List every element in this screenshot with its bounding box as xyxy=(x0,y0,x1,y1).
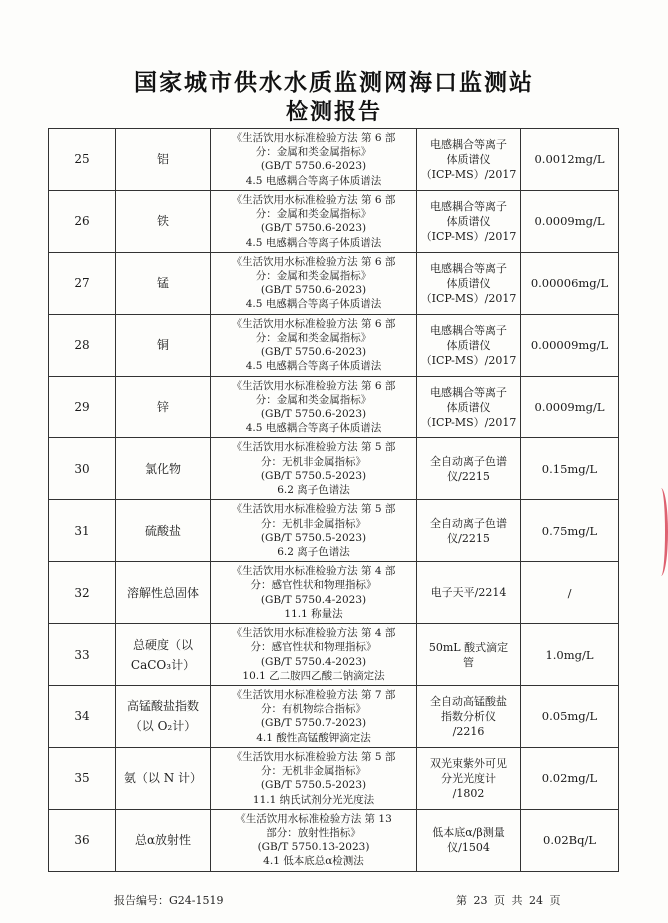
row-number: 25 xyxy=(49,129,116,191)
detection-limit: 0.00006mg/L xyxy=(521,252,619,314)
test-method-line: (GB/T 5750.5-2023) xyxy=(260,469,367,482)
test-method-line: (GB/T 5750.6-2023) xyxy=(260,408,367,420)
instrument xyxy=(417,252,521,314)
instrument-line: 全自动离子色谱 xyxy=(430,454,507,468)
detection-limit: 0.0012mg/L xyxy=(521,129,619,191)
table-row xyxy=(49,129,619,191)
test-method xyxy=(211,562,417,624)
report-org-title: 国家城市供水水质监测网海口监测站 xyxy=(134,69,534,96)
test-method-line: 分：金属和类金属指标》 xyxy=(255,208,372,221)
instrument-line: 电感耦合等离子 xyxy=(430,323,507,337)
test-method-line: 4.5 电感耦合等离子体质谱法 xyxy=(245,422,382,435)
table-row xyxy=(49,252,619,314)
instrument-line: 仪/2215 xyxy=(447,531,490,545)
test-method-line: 部分：放射性指标》 xyxy=(266,827,361,840)
instrument xyxy=(417,809,521,871)
detection-limit: 0.0009mg/L xyxy=(521,190,619,252)
test-method-line: 《生活饮用水标准检验方法 第 4 部 xyxy=(231,565,396,578)
test-item-line: 铁 xyxy=(156,214,169,229)
test-method xyxy=(211,190,417,252)
page-indicator: 第 23 页 共 24 页 xyxy=(456,894,561,907)
instrument-line: （ICP-MS）/2017 xyxy=(420,167,517,181)
row-number: 32 xyxy=(49,562,116,624)
test-item-line: 高锰酸盐指数 xyxy=(126,699,199,714)
test-method-line: 4.1 低本底总α检测法 xyxy=(263,855,364,868)
instrument-line: 管 xyxy=(463,655,474,669)
test-method-line: 分：无机非金属指标》 xyxy=(261,765,366,778)
row-number: 29 xyxy=(49,376,116,438)
detection-limit: 0.05mg/L xyxy=(521,686,619,748)
table-row xyxy=(49,314,619,376)
test-item xyxy=(116,809,211,871)
test-method-line: (GB/T 5750.6-2023) xyxy=(260,346,367,359)
test-method xyxy=(211,314,417,376)
table-row xyxy=(49,747,619,809)
test-method xyxy=(211,686,417,748)
test-item-line: 氯化物 xyxy=(144,461,181,476)
instrument xyxy=(417,500,521,562)
test-item xyxy=(116,624,211,686)
test-method-line: 《生活饮用水标准检验方法 第 4 部 xyxy=(231,627,396,640)
test-method-line: 分：有机物综合指标》 xyxy=(261,703,366,716)
row-number: 30 xyxy=(49,438,116,500)
row-number: 31 xyxy=(49,500,116,562)
instrument-line: （ICP-MS）/2017 xyxy=(420,291,517,305)
detection-limit: 0.15mg/L xyxy=(521,438,619,500)
instrument-line: 电感耦合等离子 xyxy=(430,199,507,213)
instrument-line: 全自动高锰酸盐 xyxy=(430,694,507,708)
test-item xyxy=(116,747,211,809)
row-number: 28 xyxy=(49,314,116,376)
test-method xyxy=(211,376,417,438)
report-title: 检测报告 xyxy=(285,99,382,125)
instrument-line: 仪/1504 xyxy=(447,841,490,855)
test-method-line: 4.5 电感耦合等离子体质谱法 xyxy=(245,236,382,249)
detection-limit: 0.02mg/L xyxy=(521,747,619,809)
test-method-line: 4.5 电感耦合等离子体质谱法 xyxy=(245,360,382,373)
test-method-line: 4.5 电感耦合等离子体质谱法 xyxy=(245,298,382,311)
table-row xyxy=(49,190,619,252)
test-method-line: (GB/T 5750.6-2023) xyxy=(260,160,367,173)
detection-limit: 1.0mg/L xyxy=(521,624,619,686)
instrument-line: 体质谱仪 xyxy=(446,400,491,414)
instrument-line: 低本底α/β测量 xyxy=(432,826,505,840)
test-item-line: 总硬度 xyxy=(132,637,169,652)
row-number: 35 xyxy=(49,747,116,809)
detection-limit: 0.00009mg/L xyxy=(521,314,619,376)
test-results-table xyxy=(48,128,619,872)
test-item-line: 氨（以 N 计） xyxy=(123,771,203,786)
instrument-line: （ICP-MS）/2017 xyxy=(420,415,517,429)
test-item-line: 溶解性总固体 xyxy=(126,585,199,600)
instrument-line: 全自动离子色谱 xyxy=(430,516,507,530)
test-item xyxy=(116,686,211,748)
test-method xyxy=(211,624,417,686)
instrument-line: 体质谱仪 xyxy=(446,214,491,228)
test-method-line: 6.2 离子色谱法 xyxy=(277,545,350,558)
test-item xyxy=(116,252,211,314)
red-seal-edge xyxy=(654,488,668,576)
test-method-line: (GB/T 5750.4-2023) xyxy=(260,655,367,668)
test-method-line: 11.1 称量法 xyxy=(284,607,343,620)
test-method-line: 分：无机非金属指标》 xyxy=(261,517,366,530)
test-method-line: (GB/T 5750.6-2023) xyxy=(260,222,367,235)
row-number: 34 xyxy=(49,686,116,748)
test-method xyxy=(211,438,417,500)
instrument-line: 电感耦合等离子 xyxy=(430,261,507,275)
instrument-line: 体质谱仪 xyxy=(446,276,491,290)
test-item xyxy=(116,376,211,438)
table-row xyxy=(49,438,619,500)
instrument-line: 电感耦合等离子 xyxy=(430,137,507,151)
test-method-line: 《生活饮用水标准检验方法 第 6 部 xyxy=(231,132,396,145)
test-method-line: 分：无机非金属指标》 xyxy=(261,455,366,468)
instrument-line: 指数分析仪 xyxy=(441,709,496,723)
table-row xyxy=(49,376,619,438)
test-item xyxy=(116,500,211,562)
test-method-line: 分：金属和类金属指标》 xyxy=(255,331,372,344)
instrument xyxy=(417,129,521,191)
detection-limit: / xyxy=(521,562,619,624)
instrument-line: 体质谱仪 xyxy=(446,338,491,352)
test-method-line: 《生活饮用水标准检验方法 第 6 部 xyxy=(231,193,396,206)
instrument xyxy=(417,624,521,686)
table-row xyxy=(49,686,619,748)
test-item xyxy=(116,562,211,624)
instrument-line: /1802 xyxy=(452,786,485,800)
test-method xyxy=(211,252,417,314)
test-method-line: 《生活饮用水标准检验方法 第 5 部 xyxy=(231,441,396,454)
test-method-line: 《生活饮用水标准检验方法 第 5 部 xyxy=(231,750,396,763)
test-method-line: 《生活饮用水标准检验方法 第 6 部 xyxy=(231,379,396,392)
test-method-line: 分：金属和类金属指标》 xyxy=(255,270,372,283)
instrument xyxy=(417,562,521,624)
test-method-line: 4.5 电感耦合等离子体质谱法 xyxy=(245,174,382,187)
test-item-line: 锌 xyxy=(156,400,169,414)
instrument-line: /2216 xyxy=(452,724,485,738)
report-number: 报告编号：G24-1519 xyxy=(114,894,224,907)
instrument xyxy=(417,376,521,438)
instrument xyxy=(417,438,521,500)
table-row xyxy=(49,500,619,562)
test-method-line: 《生活饮用水标准检验方法 第 6 部 xyxy=(231,317,396,330)
test-method-line: 6.2 离子色谱法 xyxy=(277,484,350,497)
test-method-line: 分：感官性状和物理指标》 xyxy=(250,579,377,592)
test-item xyxy=(116,190,211,252)
test-method-line: 10.1 乙二胺四乙酸二钠滴定法 xyxy=(242,669,385,682)
test-method-line: 分：感官性状和物理指标》 xyxy=(250,641,377,654)
test-method-line: 分：金属和类金属指标》 xyxy=(255,393,372,406)
instrument-line: 分光光度计 xyxy=(441,771,496,785)
test-method-line: (GB/T 5750.5-2023) xyxy=(260,531,367,544)
test-method xyxy=(211,747,417,809)
instrument xyxy=(417,314,521,376)
row-number: 27 xyxy=(49,252,116,314)
detection-limit: 0.75mg/L xyxy=(521,500,619,562)
row-number: 33 xyxy=(49,624,116,686)
test-method-line: (GB/T 5750.13-2023) xyxy=(257,841,370,854)
instrument xyxy=(417,747,521,809)
detection-limit: 0.02Bq/L xyxy=(521,809,619,871)
instrument-line: 双光束紫外可见 xyxy=(430,756,507,770)
table-row xyxy=(49,809,619,871)
test-item-line: （以 O₂计） xyxy=(129,719,197,734)
row-number: 26 xyxy=(49,190,116,252)
test-method-line: 分：金属和类金属指标》 xyxy=(255,146,372,159)
test-item-line: 硫酸盐 xyxy=(144,523,181,538)
test-item-line: 铜 xyxy=(156,338,169,353)
test-method-line: (GB/T 5750.5-2023) xyxy=(260,779,367,792)
test-method xyxy=(211,500,417,562)
test-method-line: 《生活饮用水标准检验方法 第 6 部 xyxy=(231,255,396,268)
instrument-line: 电感耦合等离子 xyxy=(430,385,507,399)
instrument-line: （ICP-MS）/2017 xyxy=(420,353,517,367)
instrument-line: 仪/2215 xyxy=(447,469,490,483)
test-item-line: （以 CaCO₃计） xyxy=(130,637,196,672)
instrument-line: （ICP-MS）/2017 xyxy=(420,229,517,243)
instrument-line: 电子天平/2214 xyxy=(430,586,507,600)
test-method-line: 《生活饮用水标准检验方法 第 13 xyxy=(235,812,392,825)
test-item-line: 总α放射性 xyxy=(134,833,192,848)
row-number: 36 xyxy=(49,809,116,871)
test-method-line: 4.1 酸性高锰酸钾滴定法 xyxy=(256,731,371,744)
test-item-line: 锰 xyxy=(156,276,169,291)
instrument xyxy=(417,686,521,748)
instrument-line: 50mL 酸式滴定 xyxy=(428,640,509,654)
detection-limit: 0.0009mg/L xyxy=(521,376,619,438)
table-row xyxy=(49,624,619,686)
table-row xyxy=(49,562,619,624)
test-method-line: (GB/T 5750.6-2023) xyxy=(260,284,367,297)
test-item xyxy=(116,314,211,376)
test-method xyxy=(211,129,417,191)
instrument xyxy=(417,190,521,252)
test-method-line: 11.1 纳氏试剂分光光度法 xyxy=(252,793,375,806)
instrument-line: 体质谱仪 xyxy=(446,152,491,166)
test-method-line: (GB/T 5750.4-2023) xyxy=(260,593,367,606)
test-method-line: (GB/T 5750.7-2023) xyxy=(260,717,367,730)
test-item xyxy=(116,129,211,191)
test-method xyxy=(211,809,417,871)
test-item-line: 铝 xyxy=(156,152,169,167)
test-item xyxy=(116,438,211,500)
test-method-line: 《生活饮用水标准检验方法 第 5 部 xyxy=(231,503,396,516)
test-method-line: 《生活饮用水标准检验方法 第 7 部 xyxy=(231,689,396,702)
